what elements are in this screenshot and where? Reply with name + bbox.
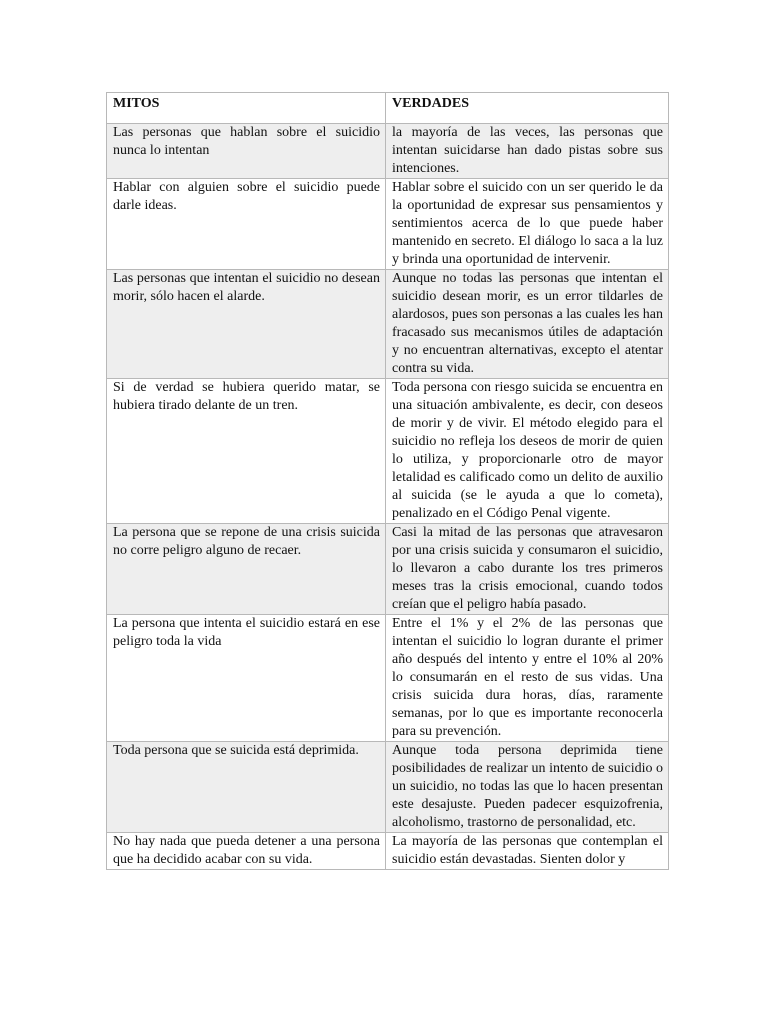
table-row: [107, 124, 669, 179]
myth-cell: La persona que intenta el suicidio estará en ese peligro toda la vida: [107, 615, 386, 742]
truth-cell: Aunque no todas las personas que intentan el suicidio desean morir, es un error tildarles de alardosos, pues son personas a las cuales les han fracasado sus mecanismos útiles de adaptación y no encuentran alternativas, excepto el atentar contra su vida.: [386, 270, 669, 379]
table-header-row: [107, 93, 669, 124]
truth-cell: Entre el 1% y el 2% de las personas que intentan el suicidio lo logran durante el primer año después del intento y entre el 10% al 20% lo consumarán en el resto de sus vidas. Una crisis suicida dura horas, días, raramente semanas, por lo que es importante reconocerla para su prevención.: [386, 615, 669, 742]
myth-cell: La persona que se repone de una crisis suicida no corre peligro alguno de recaer.: [107, 524, 386, 615]
myth-cell: Las personas que intentan el suicidio no desean morir, sólo hacen el alarde.: [107, 270, 386, 379]
table-row: [107, 615, 669, 742]
myths-truths-table: [106, 92, 669, 870]
table-row: [107, 270, 669, 379]
table-row: [107, 179, 669, 270]
table-row: [107, 833, 669, 870]
table-row: [107, 379, 669, 524]
myth-cell: No hay nada que pueda detener a una persona que ha decidido acabar con su vida.: [107, 833, 386, 870]
header-mitos: MITOS: [107, 93, 386, 124]
myth-cell: Si de verdad se hubiera querido matar, se hubiera tirado delante de un tren.: [107, 379, 386, 524]
myth-cell: Toda persona que se suicida está deprimida.: [107, 742, 386, 833]
table-row: [107, 742, 669, 833]
truth-cell: La mayoría de las personas que contemplan el suicidio están devastadas. Sienten dolor y: [386, 833, 669, 870]
truth-cell: la mayoría de las veces, las personas que intentan suicidarse han dado pistas sobre sus intenciones.: [386, 124, 669, 179]
truth-cell: Casi la mitad de las personas que atravesaron por una crisis suicida y consumaron el suicidio, lo llevaron a cabo durante los tres primeros meses tras la crisis emocional, cuando todos creían que el peligro había pasado.: [386, 524, 669, 615]
truth-cell: Toda persona con riesgo suicida se encuentra en una situación ambivalente, es decir, con deseos de morir y de vivir. El método elegido para el suicidio no refleja los deseos de morir de quien lo utiliza, y proporcionarle otro de mayor letalidad es calificado como un delito de auxilio al suicida (se le ayuda a que lo cometa), penalizado en el Código Penal vigente.: [386, 379, 669, 524]
truth-cell: Hablar sobre el suicido con un ser querido le da la oportunidad de expresar sus pensamientos y sentimientos acerca de lo que puede haber mantenido en secreto. El diálogo lo saca a la luz y brinda una oportunidad de intervenir.: [386, 179, 669, 270]
myth-cell: Las personas que hablan sobre el suicidio nunca lo intentan: [107, 124, 386, 179]
header-verdades: VERDADES: [386, 93, 669, 124]
table-row: [107, 524, 669, 615]
myth-cell: Hablar con alguien sobre el suicidio puede darle ideas.: [107, 179, 386, 270]
truth-cell: Aunque toda persona deprimida tiene posibilidades de realizar un intento de suicidio o un suicidio, no todas las que lo hacen presentan este desajuste. Pueden padecer esquizofrenia, alcoholismo, trastorno de personalidad, etc.: [386, 742, 669, 833]
